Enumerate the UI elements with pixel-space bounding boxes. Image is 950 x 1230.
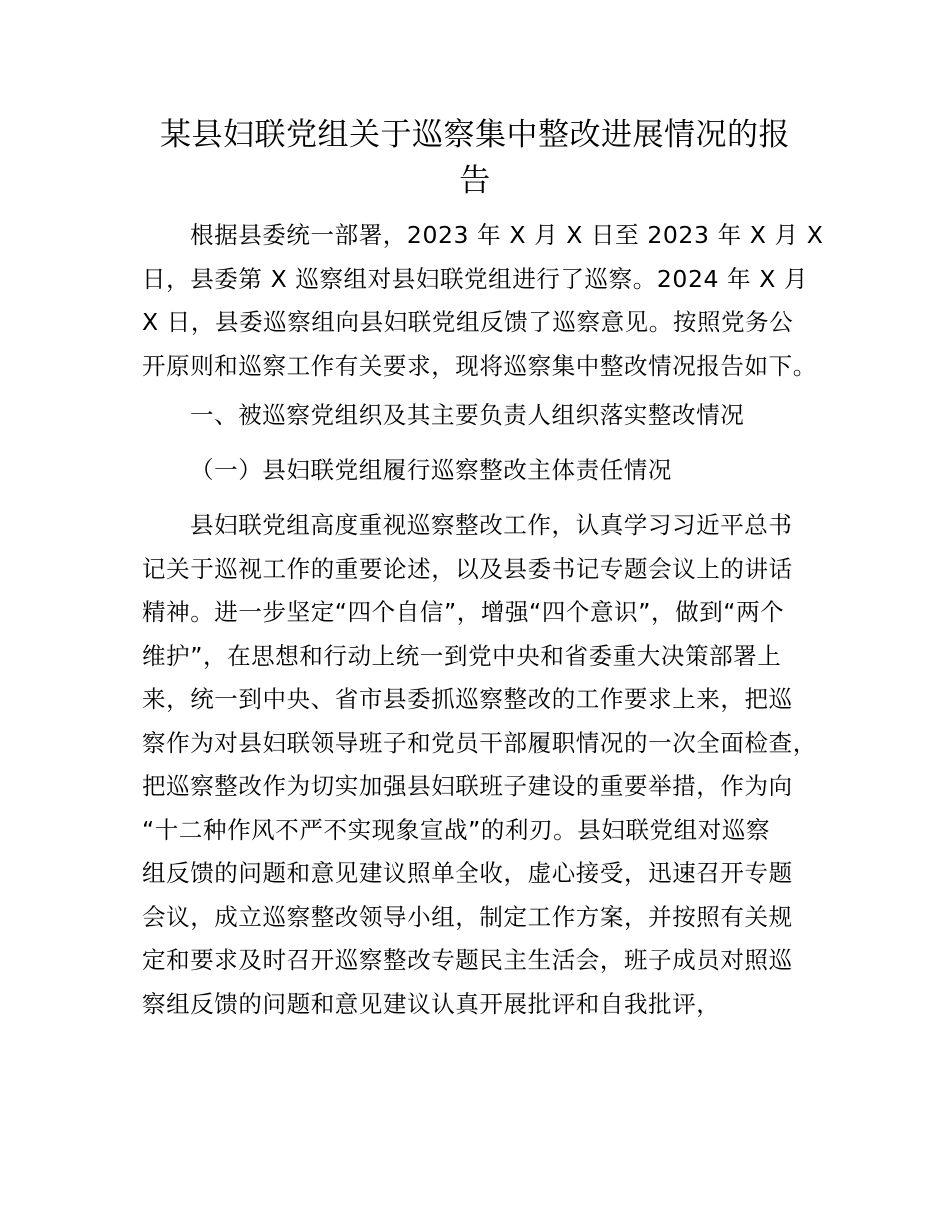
paragraph-line: 精神。进一步坚定“四个自信”，增强“四个意识”，做到“两个 — [142, 598, 785, 626]
paragraph-line: 来，统一到中央、省市县委抓巡察整改的工作要求上来，把巡 — [142, 685, 793, 713]
paragraph-line: 定和要求及时召开巡察整改专题民主生活会，班子成员对照巡 — [142, 946, 793, 974]
paragraph-line: “十二种作风不严不实现象宣战”的利刃。县妇联党组对巡察 — [142, 815, 771, 844]
heading-text: 一、被巡察党组织及其主要负责人组织落实整改情况 — [190, 401, 745, 429]
paragraph-line: 日，县委第 X 巡察组对县妇联党组进行了巡察。2024 年 X 月 — [142, 264, 809, 293]
section-heading-1 — [142, 394, 814, 438]
paragraph-line: 组反馈的问题和意见建议照单全收，虚心接受，迅速召开专题 — [142, 859, 793, 887]
document-title — [140, 112, 810, 204]
paragraph-line: 县妇联党组高度重视巡察整改工作，认真学习习近平总书 — [190, 511, 793, 539]
paragraph-line: 维护”，在思想和行动上统一到党中央和省委重大决策部署上 — [142, 641, 782, 670]
paragraph-line: X 日，县委巡察组向县妇联党组反馈了巡察意见。按照党务公 — [142, 308, 794, 336]
section-heading-2 — [142, 449, 814, 493]
paragraph-line: 会议，成立巡察整改领导小组，制定工作方案，并按照有关规 — [142, 902, 793, 931]
paragraph-line: 察作为对县妇联领导班子和党员干部履职情况的一次全面检查， — [142, 728, 817, 757]
paragraph-line: 察组反馈的问题和意见建议认真开展批评和自我批评， — [142, 989, 721, 1018]
paragraph-rectification — [142, 504, 817, 1026]
paragraph-line: 把巡察整改作为切实加强县妇联班子建设的重要举措，作为向 — [142, 772, 793, 800]
paragraph-line: 记关于巡视工作的重要论述，以及县委书记专题会议上的讲话 — [142, 554, 793, 583]
paragraph-intro — [142, 214, 824, 388]
heading-text: （一）县妇联党组履行巡察整改主体责任情况 — [190, 456, 672, 484]
paragraph-line: 根据县委统一部署，2023 年 X 月 X 日至 2023 年 X 月 X — [190, 221, 824, 249]
title-line: 某县妇联党组关于巡察集中整改进展情况的报 — [160, 117, 790, 153]
paragraph-line: 开原则和巡察工作有关要求，现将巡察集中整改情况报告如下。 — [142, 351, 817, 380]
title-line: 告 — [459, 163, 491, 199]
